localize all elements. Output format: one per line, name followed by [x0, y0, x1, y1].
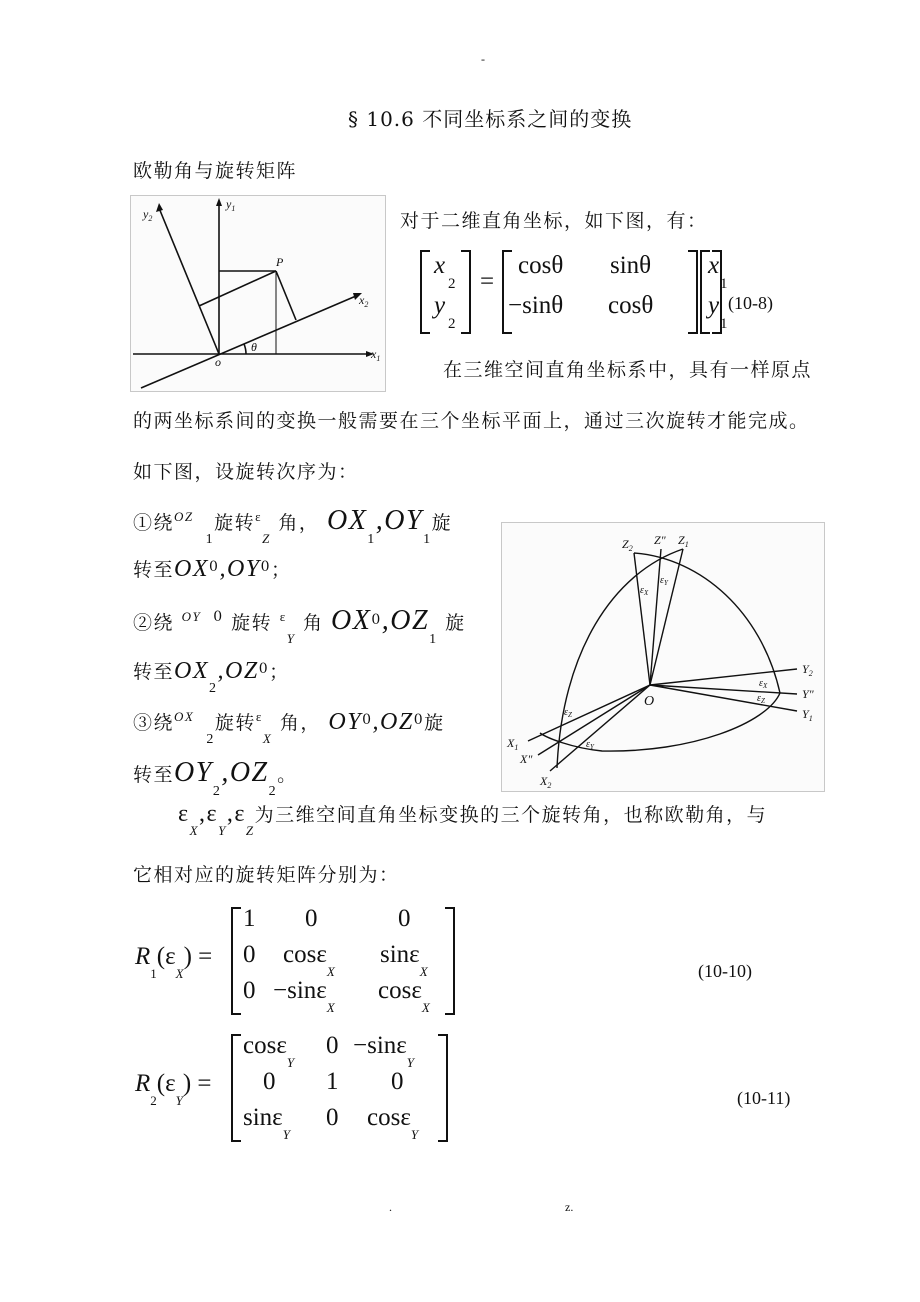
svg-text:X2: $X_2$ — [540, 774, 552, 790]
section-subtitle: 欧勒角与旋转矩阵 — [133, 160, 298, 182]
svg-text:Y": Y" — [802, 687, 814, 701]
equation-10-11: $R_2(\varepsilon_Y)$ = cosε$_Y$ 0 −sinε$_Y$ 0 1 0 sinε$_Y$ 0 cosε$_Y$ (10-11) — [135, 1032, 791, 1142]
svg-text:X1: $X_1$ — [507, 736, 519, 752]
label-theta: θ — [251, 340, 257, 354]
equation-10-10: $R_1(\varepsilon_X)$ = 1 0 0 0 cosε$_X$ sinε$_X$ 0 −sinε$_X$ cosε$_X$ (10-10) — [135, 905, 752, 1015]
equation-10-8: x 2 y 2 = cosθ sinθ −sinθ cosθ x 1 y 1 (10-8) — [420, 248, 800, 338]
step-1-line1: ①绕$^{OZ}_1$旋转$^\varepsilon_Z$ 角， $OX_1,OY_1$旋 — [133, 505, 453, 547]
svg-text:εX: $\varepsilon_X$ — [759, 678, 768, 690]
para-3d-line3: 如下图，设旋转次序为： — [133, 461, 359, 483]
label-y1: $y_1$ — [226, 197, 236, 213]
svg-text:εX: $\varepsilon_X$ — [640, 585, 649, 597]
step-1-line2: 转至$OX^0,OY^0$； — [133, 556, 292, 582]
svg-text:Z": Z" — [654, 533, 666, 547]
label-x2: $x_2$ — [359, 293, 369, 309]
header-mark: - — [481, 52, 485, 66]
step-3-line2: 转至$OY_2,OZ_2$。 — [133, 757, 298, 799]
section-title: § 10.6 不同坐标系之间的变换 — [348, 107, 633, 131]
svg-text:Y2: $Y_2$ — [802, 662, 813, 678]
figure-2d-rotation — [130, 195, 386, 392]
step-2-line1: ②绕 $^{OY}$ $^0$ 旋转 $^\varepsilon_Y$ 角 $OX^0,OZ_1$ 旋 — [133, 605, 466, 647]
figure-3d-diagram — [502, 523, 824, 791]
svg-text:εY: $\varepsilon_Y$ — [586, 739, 594, 751]
label-x1: $x_1$ — [371, 347, 381, 363]
svg-text:εZ: $\varepsilon_Z$ — [564, 707, 572, 719]
label-P: P — [276, 255, 284, 269]
euler-para-line1: $\varepsilon_X,\varepsilon_Y,\varepsilon_Z$为三维空间直角坐标变换的三个旋转角，也称欧勒角，与 — [178, 801, 768, 838]
svg-text:εZ: $\varepsilon_Z$ — [757, 693, 765, 705]
para-3d-line2: 的两坐标系间的变换一般需要在三个坐标平面上，通过三次旋转才能完成。 — [133, 410, 810, 432]
eqno-10-11: (10-11) — [737, 1088, 791, 1108]
euler-para-line2: 它相对应的旋转矩阵分别为： — [133, 864, 400, 886]
figure-3d-euler-angles — [501, 522, 825, 792]
svg-text:X": X" — [520, 752, 533, 766]
intro-line1: 对于二维直角坐标，如下图，有： — [400, 210, 708, 232]
label-y2: $y_2$ — [143, 207, 153, 223]
para-3d-line1: 在三维空间直角坐标系中，具有一样原点 — [443, 359, 813, 381]
footer-left-mark: . — [389, 1200, 392, 1214]
step-3-line1: ③绕$^{OX}_2$旋转$^\varepsilon_X$ 角， $OY^0,OZ^0$旋 — [133, 709, 445, 747]
eqno-10-8: (10-8) — [728, 293, 773, 313]
figure-2d-diagram — [131, 196, 385, 391]
step-2-line2: 转至$OX_2,OZ^0$； — [133, 658, 290, 696]
svg-text:Z2: $Z_2$ — [622, 537, 633, 553]
footer-right-mark: z. — [565, 1200, 574, 1214]
label-O: o — [215, 355, 221, 369]
svg-text:Y1: $Y_1$ — [802, 707, 813, 723]
svg-text:O: O — [644, 694, 655, 709]
eqno-10-10: (10-10) — [698, 961, 752, 981]
svg-text:Z1: $Z_1$ — [678, 533, 689, 549]
svg-text:εY: $\varepsilon_Y$ — [660, 575, 668, 587]
